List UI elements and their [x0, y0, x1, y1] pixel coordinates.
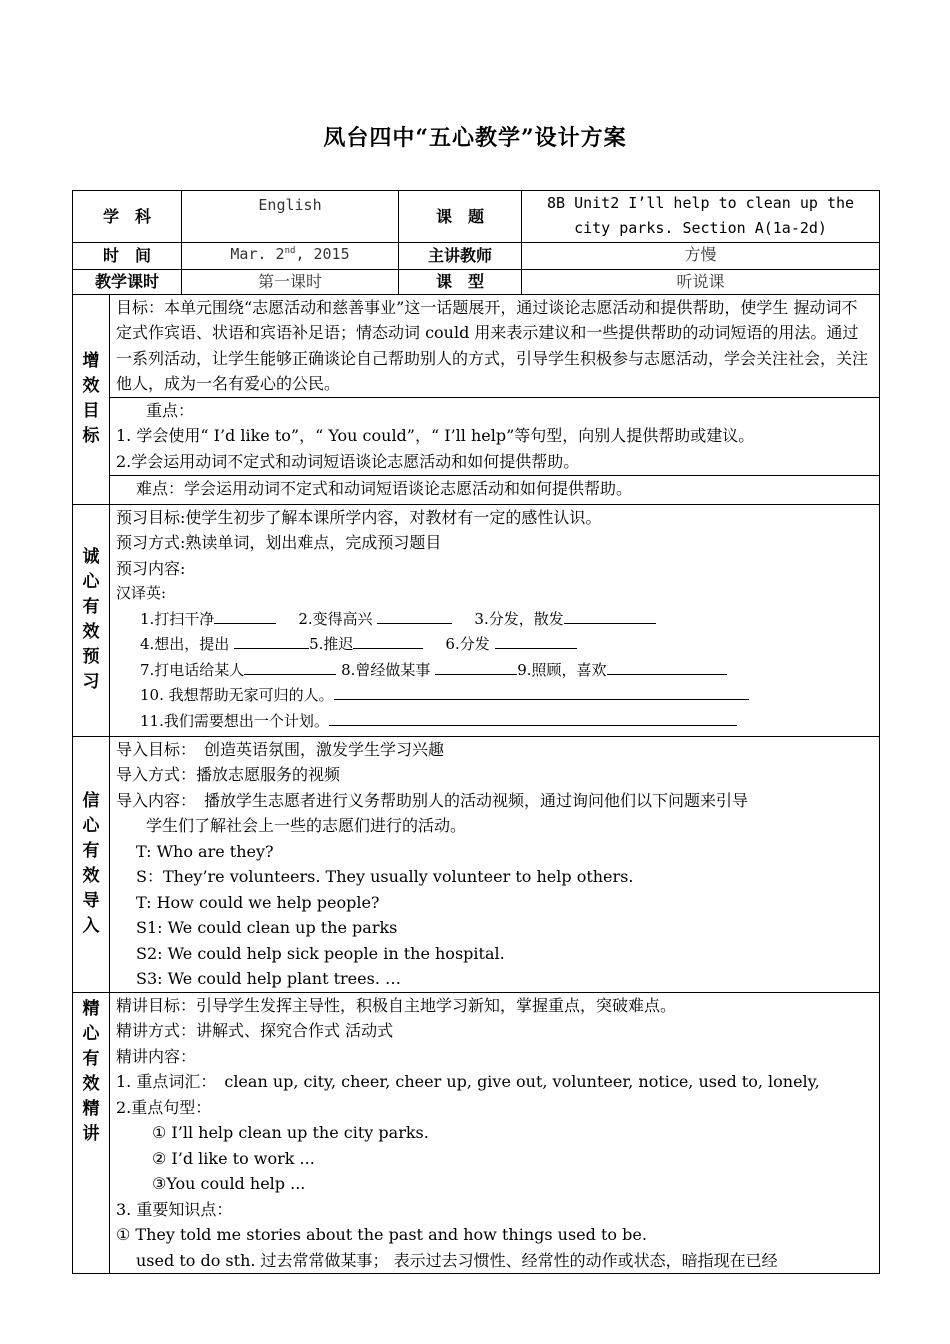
period-value: 第一课时 [182, 269, 399, 294]
dialog-line: S：They’re volunteers. They usually volunteer to help others. [136, 867, 634, 886]
preview-translate-label: 汉译英: [116, 584, 167, 602]
intro-cell [110, 736, 880, 992]
difficulty-text: 难点：学会运用动词不定式和动词短语谈论志愿活动和如何提供帮助。 [136, 478, 633, 498]
key-point-1: 1. 学会使用“ I’d like to”，“ You could”，“ I’ll help”等句型，向别人提供帮助或建议。 [116, 426, 755, 445]
lecture-row [73, 992, 880, 1274]
time-label: 时 间 [73, 243, 182, 270]
lecture-method: 精讲方式：讲解式、探究合作式 活动式 [116, 1021, 394, 1040]
goals-objective-text: 目标：本单元围绕“志愿活动和慈善事业”这一话题展开，通过谈论志愿活动和提供帮助，使学生 握动词不定式作宾语、状语和宾语补足语；情态动词 could 用来表示建议和一些提供帮助的动词短语的用法。通过一系列活动，让学生能够正确谈论自己帮助别人的方式，引导学生积极参与志愿活动，学会关注社会，关注他人，成为一名有爱心的公民。 [110, 294, 880, 397]
goals-key-cell [110, 397, 880, 475]
goals-key-row [73, 397, 880, 475]
teacher-value: 方慢 [522, 243, 880, 270]
header-row-period [73, 269, 880, 294]
goals-difficulty-row [73, 475, 880, 504]
dialog-line: T: How could we help people? [136, 892, 380, 912]
sentence-item: ② I’d like to work ... [152, 1148, 315, 1168]
lecture-points-label: 3. 重要知识点： [116, 1199, 233, 1219]
key-label: 重点： [146, 400, 195, 420]
preview-content: 预习内容: [116, 558, 186, 578]
knowledge-point-1-note: used to do sth. 过去常常做某事； 表示过去习惯性、经常性的动作或状态，暗指现在已经 [136, 1250, 778, 1270]
preview-questions-row-1: 1.打扫干净 2.变得高兴 3.分发，散发 [116, 607, 873, 633]
intro-goal: 导入目标： 创造英语氛围，激发学生学习兴趣 [116, 739, 445, 759]
intro-method: 导入方式：播放志愿服务的视频 [116, 765, 341, 784]
lecture-cell [110, 992, 880, 1274]
teacher-label: 主讲教师 [399, 243, 522, 270]
goals-objective-row [73, 294, 880, 397]
lecture-vocab: 1. 重点词汇： clean up, city, cheer, cheer up, give out, volunteer, notice, used to, lonely, [116, 1072, 820, 1091]
lecture-sentences-label: 2.重点句型： [116, 1097, 212, 1117]
lecture-side-label: 精 心 有 效 精 讲 [73, 992, 110, 1274]
key-point-2: 2.学会运用动词不定式和动词短语谈论志愿活动和如何提供帮助。 [116, 451, 580, 471]
header-row-time [73, 243, 880, 270]
knowledge-point-1: ① They told me stories about the past and how things used to be. [116, 1225, 647, 1244]
intro-row [73, 736, 880, 992]
lesson-plan-table [72, 190, 880, 1274]
period-label: 教学课时 [73, 269, 182, 294]
preview-method: 预习方式:熟读单词，划出难点，完成预习题目 [116, 533, 442, 552]
preview-question-11: 11.我们需要想出一个计划。 [116, 709, 873, 735]
preview-cell [110, 504, 880, 736]
goals-difficulty-cell [110, 475, 880, 504]
sentence-item: ③You could help ... [152, 1174, 306, 1193]
preview-row [73, 504, 880, 736]
goals-side-label: 增 效 目 标 [73, 294, 110, 504]
intro-content-1: 导入内容： 播放学生志愿者进行义务帮助别人的活动视频，通过询问他们以下问题来引导 [116, 790, 749, 810]
dialog-line: S1: We could clean up the parks [136, 918, 398, 937]
dialog-line: S3: We could help plant trees. … [136, 969, 401, 988]
sentence-item: ① I’ll help clean up the city parks. [152, 1123, 429, 1142]
lecture-content: 精讲内容： [116, 1046, 197, 1066]
intro-side-label: 信 心 有 效 导 入 [73, 736, 110, 992]
dialog-line: S2: We could help sick people in the hospital. [136, 943, 505, 963]
header-row-subject [73, 191, 880, 243]
subject-label: 学 科 [73, 191, 182, 243]
intro-content-2: 学生们了解社会上一些的志愿们进行的活动。 [146, 816, 467, 835]
topic-label: 课 题 [399, 191, 522, 243]
type-label: 课 型 [399, 269, 522, 294]
preview-side-label: 诚 心 有 效 预 习 [73, 504, 110, 736]
time-value: Mar. 2nd, 2015 [182, 243, 399, 270]
page-title: 凤台四中“五心教学”设计方案 [323, 125, 627, 151]
preview-questions-row-2: 4.想出，提出 5.推迟 6.分发 [116, 632, 873, 658]
lecture-goal: 精讲目标：引导学生发挥主导性，积极自主地学习新知，掌握重点，突破难点。 [116, 995, 677, 1015]
preview-goal: 预习目标:使学生初步了解本课所学内容，对教材有一定的感性认识。 [116, 507, 602, 527]
preview-question-10: 10. 我想帮助无家可归的人。 [116, 683, 873, 709]
type-value: 听说课 [522, 269, 880, 294]
preview-questions-row-3: 7.打电话给某人 8.曾经做某事 9.照顾，喜欢 [116, 658, 873, 684]
subject-value: English [182, 191, 399, 243]
dialog-line: T: Who are they? [136, 841, 274, 861]
topic-value: 8B Unit2 I’ll help to clean up the city parks. Section A(1a-2d) [522, 191, 880, 243]
